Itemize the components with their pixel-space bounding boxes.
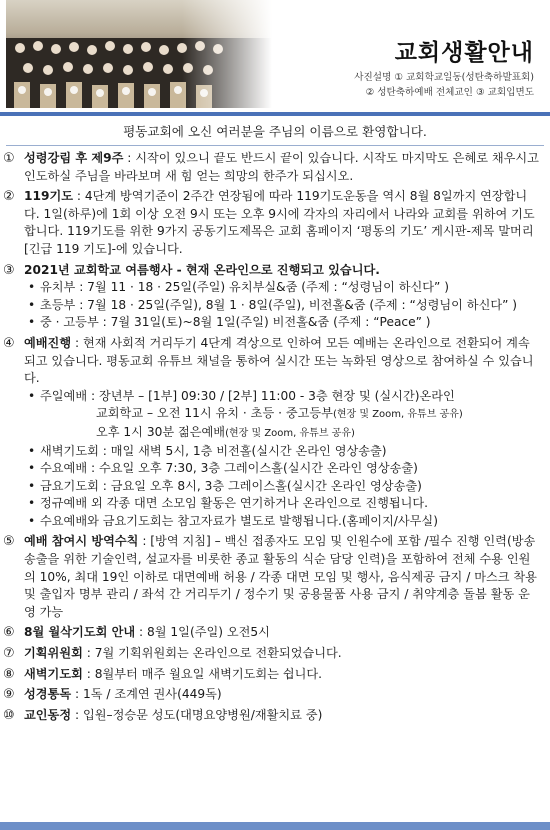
item-heading: 예배진행 [24, 335, 72, 350]
item-text: : 8월 1일(주일) 오전5시 [135, 625, 270, 640]
announcement-item [3, 150, 540, 185]
item-number: ⑩ [3, 707, 15, 723]
item-number: ④ [3, 335, 15, 351]
item-heading: 2021년 교회학교 여름행사 - 현재 온라인으로 진행되고 있습니다. [24, 262, 380, 277]
item-heading: 8월 월삭기도회 안내 [24, 625, 136, 640]
item-text: : 7월 기획위원회는 온라인으로 전환되었습니다. [82, 646, 342, 661]
item-heading: 기획위원회 [24, 646, 83, 661]
sub-item: • 금요기도회 : 금요일 오후 8시, 3층 그레이스홀(실시간 온라인 영상송출) [28, 478, 422, 493]
caption-line-2: ② 성탄축하예배 전체교인 ③ 교회입면도 [365, 87, 534, 98]
sub-item: • 유치부 : 7월 11 · 18 · 25일(주일) 유치부실&줌 (주제 : “성령님이 하신다” ) [28, 280, 449, 295]
item-text: : 1독 / 조계연 권사(449독) [71, 687, 222, 702]
announcement-item [3, 707, 540, 725]
sub-item: • 새벽기도회 : 매일 새벽 5시, 1층 비전홀(실시간 온라인 영상송출) [28, 443, 387, 458]
item-heading: 성경통독 [24, 687, 72, 702]
footer-bar [0, 822, 550, 830]
sub-item: • 초등부 : 7월 18 · 25일(주일), 8월 1 · 8일(주일), 비전홀&줌 (주제 : “성령님이 하신다” ) [28, 297, 518, 312]
item-text: : 입원–정승문 성도(대명요양병원/재활치료 중) [71, 707, 323, 722]
photo-fade [182, 0, 272, 108]
sub-item: • 수요예배 : 수요일 오후 7:30, 3층 그레이스홀(실시간 온라인 영상송출) [28, 461, 418, 476]
item-number: ② [3, 189, 15, 205]
item-text: : [방역 지침] – 백신 접종자도 모임 및 인원수에 포함 /필수 진행 인력(방송 송출을 위한 기술인력, 설교자를 비롯한 종교 활동의 식순 담당 인력)을 포함하여 전체 수용 인원의 10%, 최대 19인 이하로 대면예배 허용 / 각종 대면 모임 및 행사, 음식제공 금지 / 마스크 착용 및 출입자 명부 관리 / 좌석 간 거리두기 / 정수기 및 공용물품 사용 금지 / 취약계층 돌봄 활동 운영 가능 [24, 534, 537, 619]
caption-line-1: 사진설명 ① 교회학교일동(성탄축하발표회) [354, 72, 534, 83]
photo-caption [294, 70, 534, 100]
item-text: : 현재 사회적 거리두기 4단계 격상으로 인하여 모든 예배는 온라인으로 전환되어 계속되고 있습니다. 평동교회 유튜브 채널을 통하여 실시간 또는 녹화된 영상으로 참여하실 수 있습니다. [24, 335, 534, 386]
sub-item: • 정규예배 외 각종 대면 소모임 활동은 연기하거나 온라인으로 진행됩니다. [28, 496, 429, 511]
item-heading: 119기도 [24, 189, 73, 204]
header [0, 0, 550, 112]
announcement-item [3, 262, 540, 332]
announcement-item [3, 645, 540, 663]
item-number: ⑥ [3, 625, 15, 641]
item-number: ① [3, 151, 15, 166]
item-number: ⑦ [3, 646, 15, 662]
item-number: ⑨ [3, 687, 15, 703]
announcement-item [3, 666, 540, 684]
welcome-message: 평동교회에 오신 여러분을 주님의 이름으로 환영합니다. [6, 116, 544, 146]
church-group-photo [6, 0, 272, 108]
item-number: ⑤ [3, 534, 15, 550]
announcement-list [0, 146, 550, 724]
worship-schedule-line: 오후 1시 30분 젊은예배(현장 및 Zoom, 유튜브 공유) [96, 424, 355, 439]
item-text: : 시작이 있으니 끝도 반드시 끝이 있습니다. 시작도 마지막도 은혜로 채우시고 인도하실 주님을 바라보며 새 힘 얻는 희망의 한주가 되십시오. [24, 151, 539, 183]
item-heading: 교인동정 [24, 707, 72, 722]
item-text: : 8월부터 매주 월요일 새벽기도회는 쉽니다. [82, 666, 322, 681]
sub-item: • 수요예배와 금요기도회는 참고자료가 별도로 발행됩니다.(홈페이지/사무실) [28, 513, 438, 528]
announcement-item [3, 188, 540, 258]
page-title: 교회생활안내 [394, 40, 534, 66]
item-number: ⑧ [3, 666, 15, 682]
item-heading: 예배 참여시 방역수칙 [24, 534, 139, 549]
worship-schedule-line: 교회학교 – 오전 11시 유치 · 초등 · 중고등부(현장 및 Zoom, 유튜브 공유) [96, 406, 463, 421]
sub-item: • 중 · 고등부 : 7월 31일(토)~8월 1일(주일) 비전홀&줌 (주제 : “Peace” ) [28, 315, 431, 330]
announcement-item [3, 533, 540, 621]
item-heading: 성령강림 후 제9주 [24, 151, 124, 165]
item-text: : 4단계 방역기준이 2주간 연장됨에 따라 119기도운동을 역시 8월 8일까지 연장합니다. 1일(하루)에 1회 이상 오전 9시 또는 오후 9시에 각자의 자리에서 나라와 교회를 위하여 기도합니다. 119기도를 위한 9가지 공동기도제목은 교회 홈페이지 ‘평동의 기도’ 게시판-제목 말머리 [긴급 119 기도]-에 있습니다. [24, 189, 535, 256]
announcement-item [3, 335, 540, 531]
announcement-item [3, 624, 540, 642]
item-number: ③ [3, 262, 15, 278]
item-heading: 새벽기도회 [24, 666, 83, 681]
worship-schedule: • 주일예배 : 장년부 – [1부] 09:30 / [2부] 11:00 - 3층 현장 및 (실시간)온라인 [28, 388, 455, 403]
announcement-item [3, 686, 540, 704]
